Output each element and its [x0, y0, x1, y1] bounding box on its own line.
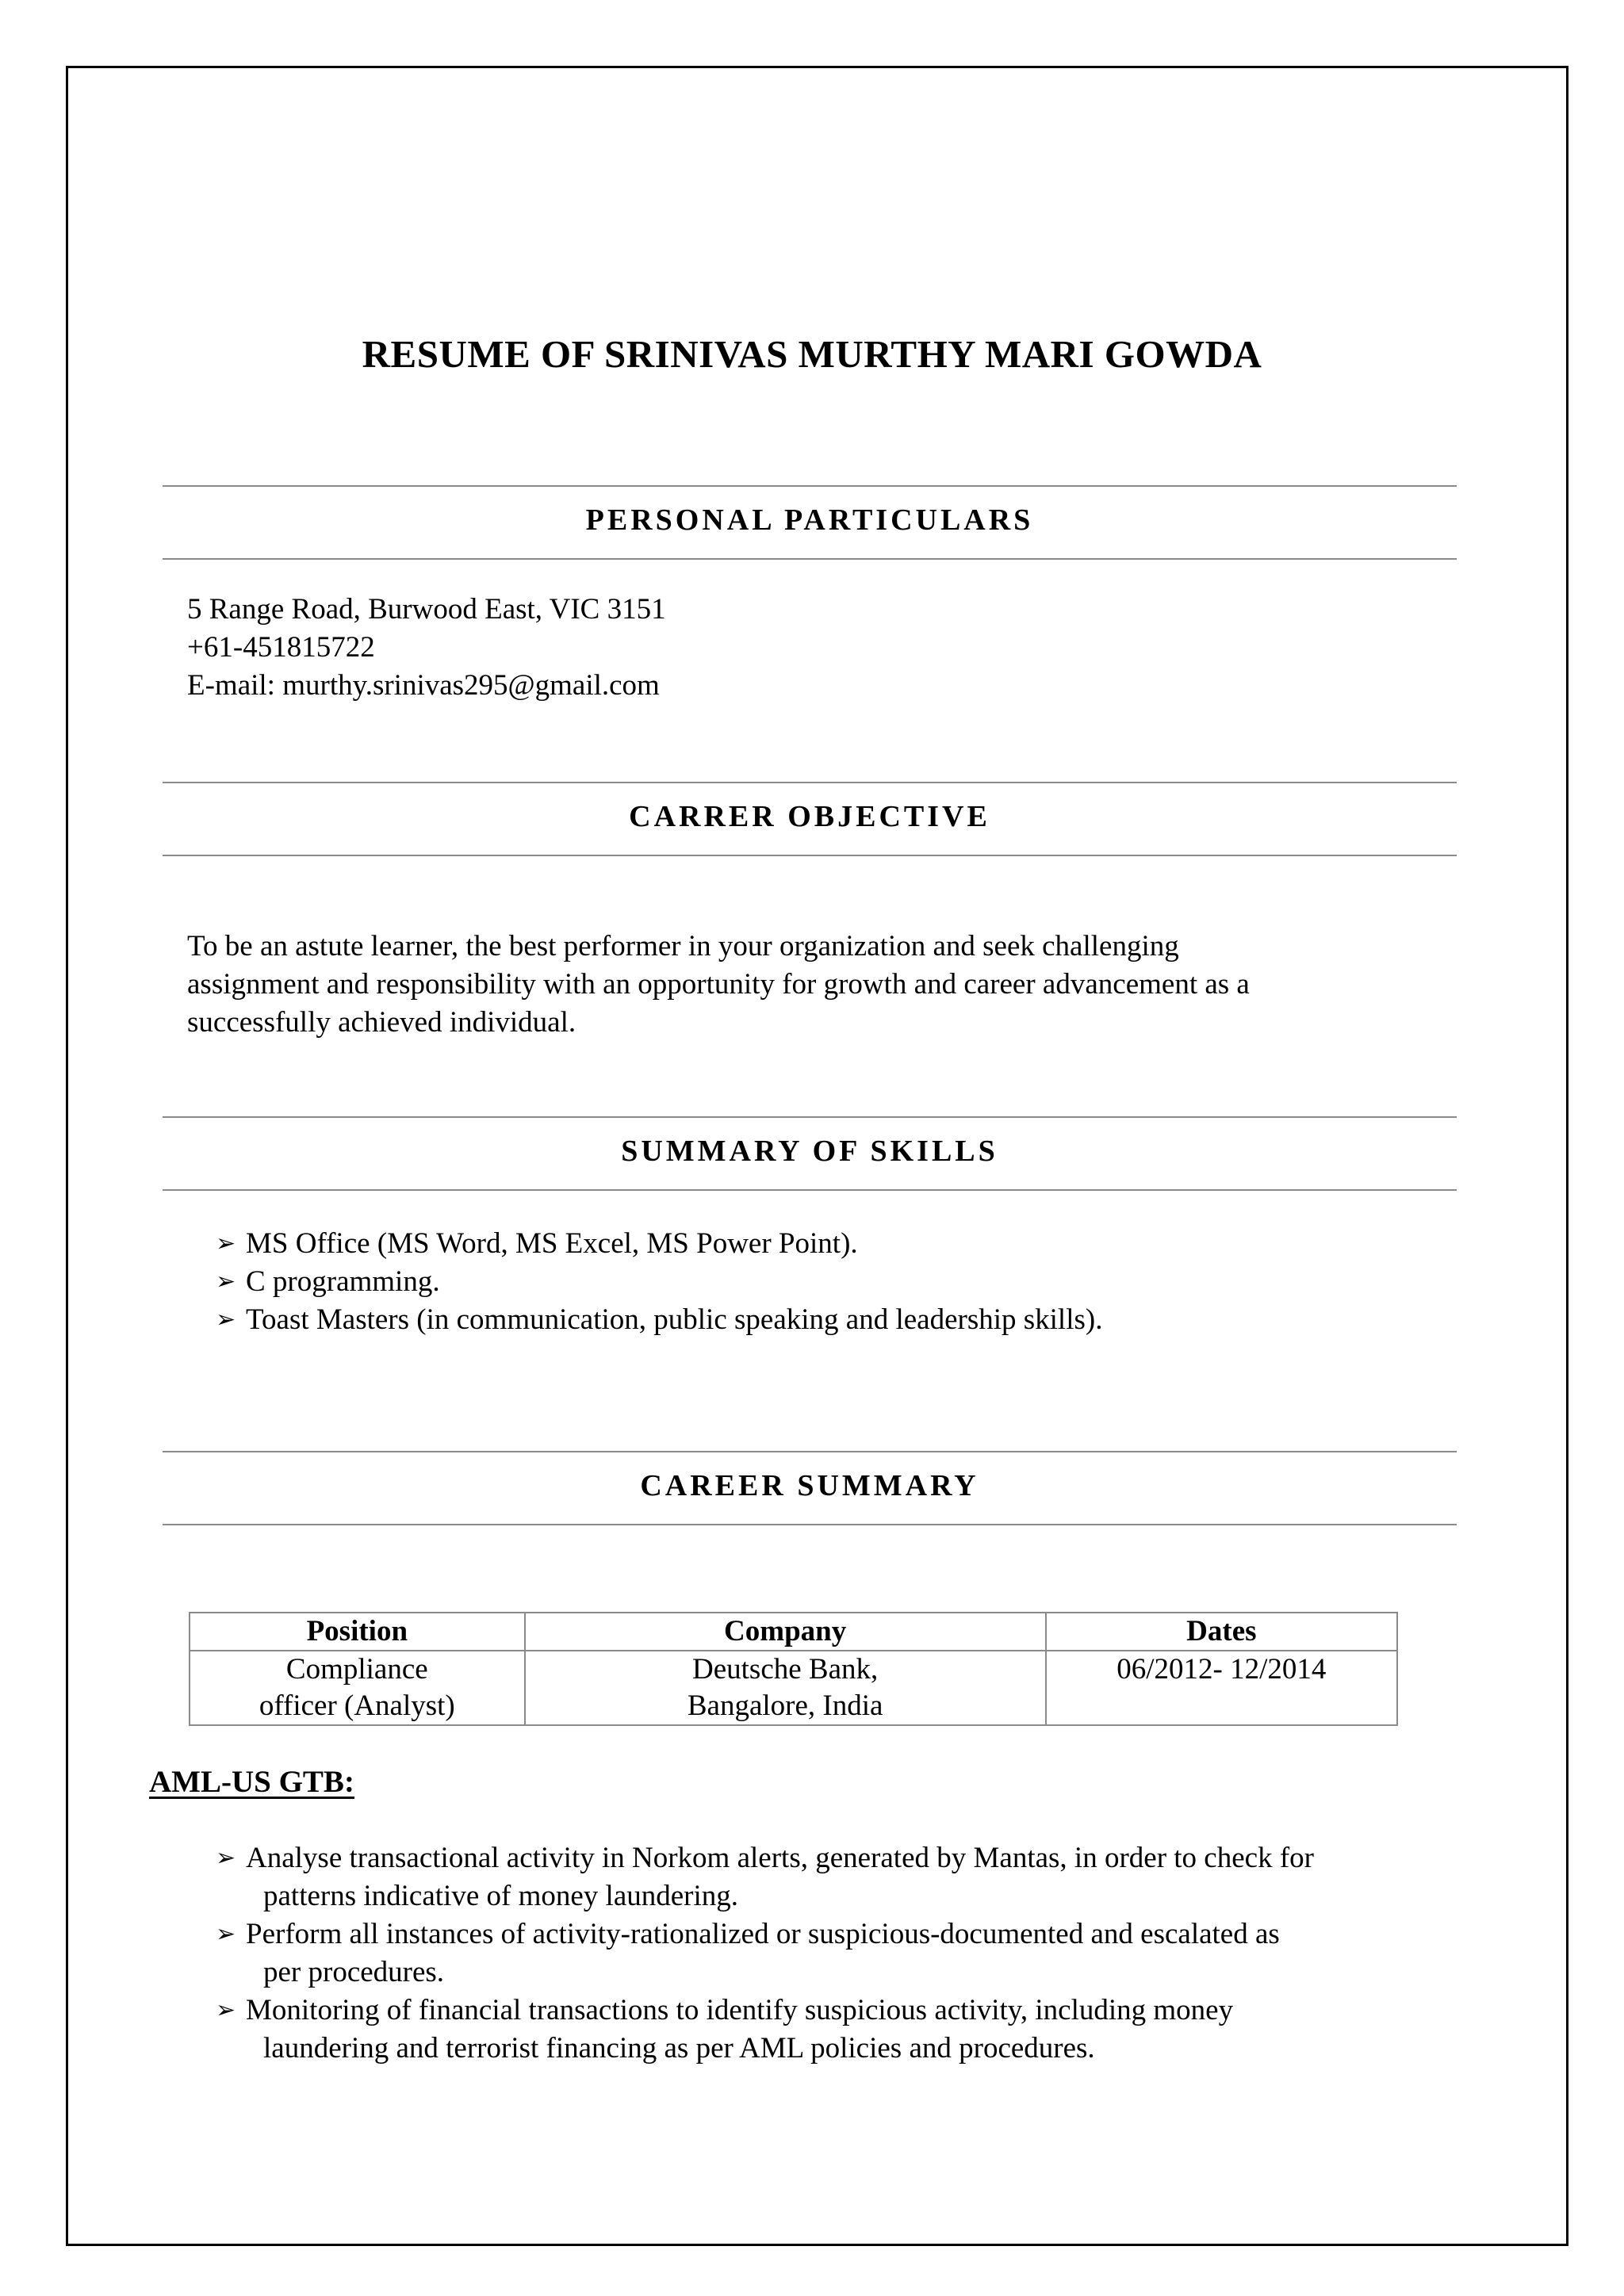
email-text: E-mail: murthy.srinivas295@gmail.com — [187, 669, 660, 702]
skill-item: ➢ MS Office (MS Word, MS Excel, MS Power Point). — [216, 1225, 1405, 1263]
column-header-position: Position — [190, 1613, 525, 1651]
section-divider — [163, 485, 1457, 487]
personal-details — [187, 591, 666, 705]
section-divider — [163, 1189, 1457, 1191]
column-header-company: Company — [525, 1613, 1046, 1651]
objective-line: assignment and responsibility with an opportunity for growth and career advancement as a — [187, 968, 1250, 1001]
duty-item: ➢ Analyse transactional activity in Norkom alerts, generated by Mantas, in order to check for patterns indicative of money laundering. — [216, 1839, 1461, 1915]
section-heading-skills: SUMMARY OF SKILLS — [621, 1135, 998, 1168]
table-header-row — [190, 1613, 1397, 1651]
objective-text — [187, 928, 1250, 1042]
company-cell: Deutsche Bank, Bangalore, India — [525, 1651, 1046, 1725]
arrow-bullet-icon: ➢ — [216, 1920, 236, 1948]
resume-title: RESUME OF SRINIVAS MURTHY MARI GOWDA — [362, 332, 1262, 376]
section-divider — [163, 782, 1457, 783]
position-cell: Compliance officer (Analyst) — [190, 1651, 525, 1725]
section-heading-career: CAREER SUMMARY — [640, 1469, 979, 1502]
arrow-bullet-icon: ➢ — [216, 1844, 236, 1872]
dates-cell: 06/2012- 12/2014 — [1046, 1651, 1397, 1725]
section-divider — [163, 558, 1457, 560]
arrow-bullet-icon: ➢ — [216, 1230, 236, 1257]
aml-heading: AML-US GTB: — [149, 1765, 354, 1799]
section-heading-personal: PERSONAL PARTICULARS — [585, 503, 1034, 537]
arrow-bullet-icon: ➢ — [216, 1268, 236, 1295]
section-divider — [163, 1524, 1457, 1525]
section-divider — [163, 855, 1457, 856]
duty-item: ➢ Monitoring of financial transactions to identify suspicious activity, including money laundering and terrorist financing as per AML policies and procedures. — [216, 1992, 1461, 2068]
aml-duties-list — [216, 1839, 1461, 2068]
objective-line: successfully achieved individual. — [187, 1006, 576, 1039]
address-text: 5 Range Road, Burwood East, VIC 3151 — [187, 593, 666, 626]
career-table — [189, 1612, 1398, 1726]
duty-item: ➢ Perform all instances of activity-rationalized or suspicious-documented and escalated as per procedures. — [216, 1915, 1461, 1992]
section-divider — [163, 1116, 1457, 1118]
arrow-bullet-icon: ➢ — [216, 1306, 236, 1334]
phone-text: +61-451815722 — [187, 631, 375, 664]
skill-item: ➢ C programming. — [216, 1263, 1405, 1301]
skill-item: ➢ Toast Masters (in communication, public speaking and leadership skills). — [216, 1301, 1405, 1339]
section-heading-objective: CARRER OBJECTIVE — [629, 800, 990, 833]
section-divider — [163, 1451, 1457, 1452]
skills-list — [216, 1225, 1405, 1339]
objective-line: To be an astute learner, the best performer in your organization and seek challenging — [187, 930, 1179, 962]
column-header-dates: Dates — [1046, 1613, 1397, 1651]
table-row — [190, 1651, 1397, 1725]
arrow-bullet-icon: ➢ — [216, 1996, 236, 2024]
